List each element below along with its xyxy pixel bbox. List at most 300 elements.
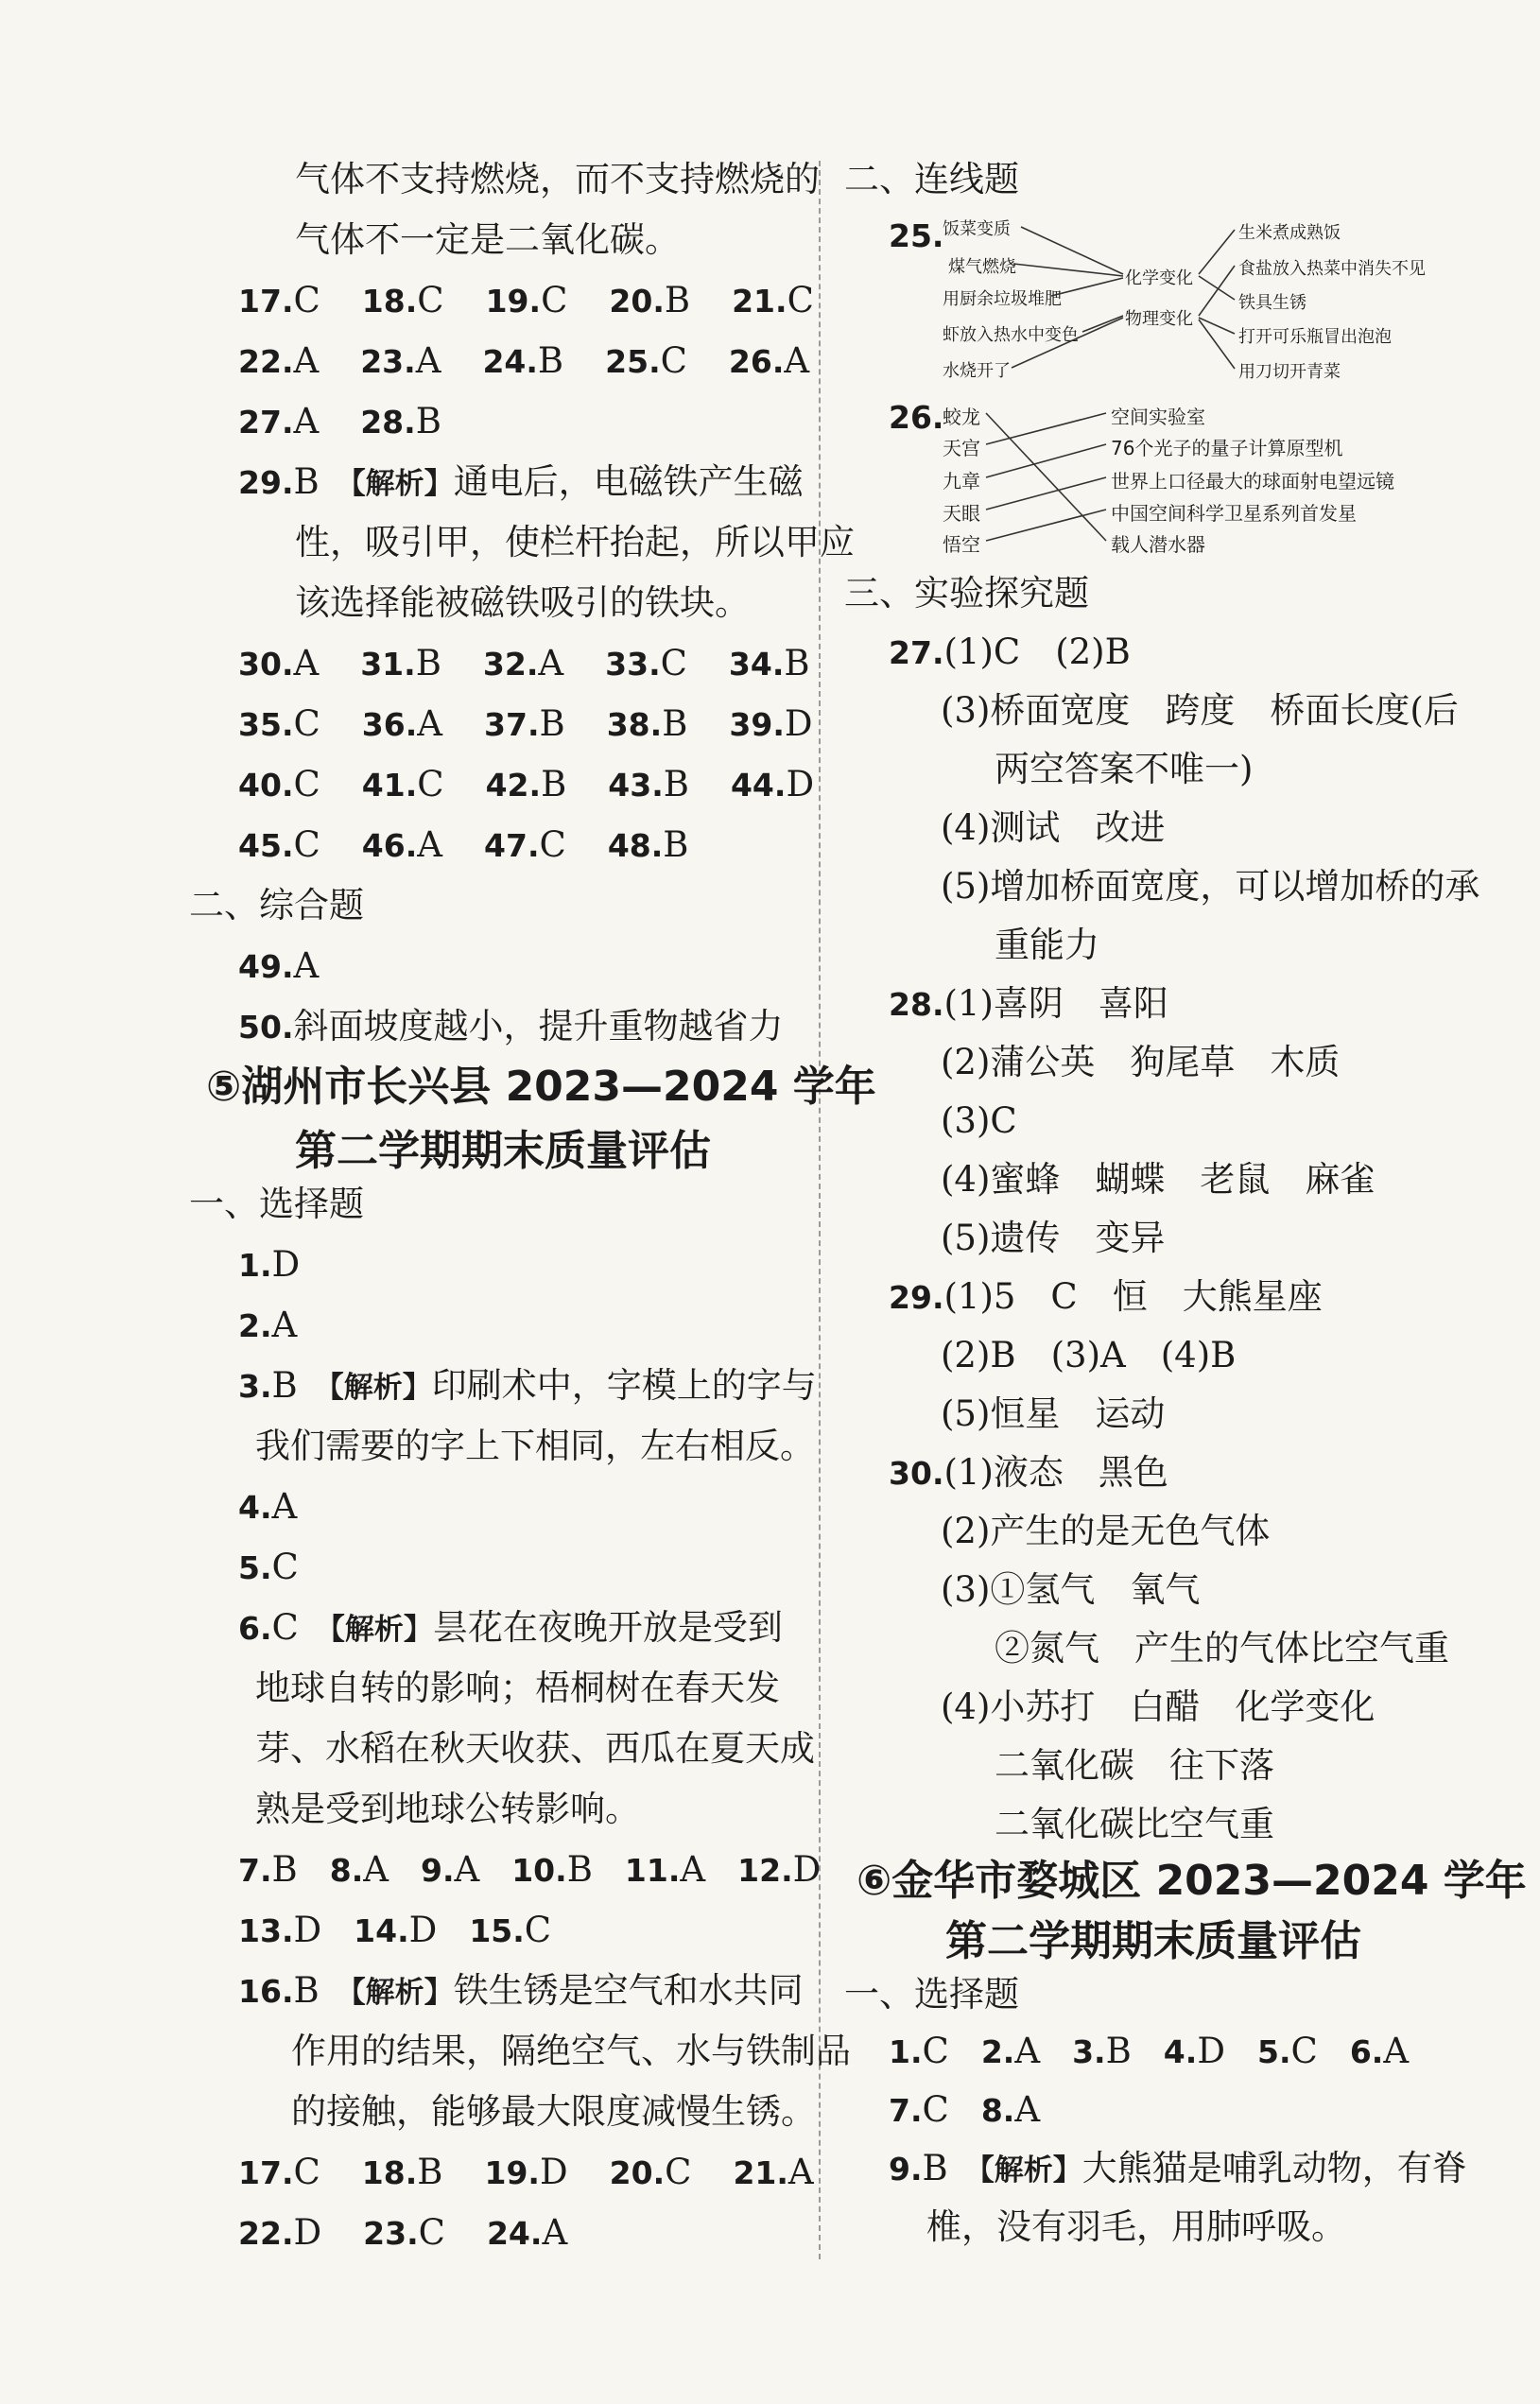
match-left-item: 天眼 [943, 502, 980, 525]
number-dot: . [259, 1247, 272, 1284]
question-number: 31 [360, 646, 405, 683]
section-title: ⑥金华市婺城区 2023—2024 学年 [857, 1857, 1527, 1905]
question-number: 37 [484, 706, 528, 743]
question-number: 25. [889, 217, 944, 254]
match-middle-item: 化学变化 [1125, 268, 1193, 288]
question-number: 33 [605, 646, 649, 683]
match-right-item: 世界上口径最大的球面射电望远镜 [1111, 470, 1394, 493]
number-dot: . [555, 1852, 567, 1889]
answer-item [511, 1849, 593, 1892]
number-dot: . [1278, 2033, 1291, 2070]
match-right-item: 铁具生锈 [1238, 293, 1306, 313]
answer-row [238, 1486, 297, 1529]
number-dot: . [281, 464, 294, 501]
answer-text: D [792, 1849, 822, 1890]
answer-item [238, 703, 320, 746]
answer-text: C [418, 2212, 445, 2253]
question-number: 17 [238, 283, 282, 320]
answer-text: (1)喜阴 喜阳 [943, 983, 1168, 1024]
number-dot: . [909, 2092, 923, 2129]
answer-subline: (5)遗传 变异 [941, 1218, 1166, 1258]
question-number: 23 [360, 343, 405, 380]
question-number: 9 [420, 1852, 442, 1889]
answer-row [238, 945, 319, 988]
question-number: 20 [609, 283, 653, 320]
answer-text: D [784, 703, 813, 744]
answer-text: A [1014, 2031, 1041, 2071]
number-dot: . [281, 706, 294, 743]
number-dot: . [649, 343, 661, 380]
question-number: 8 [329, 1852, 352, 1889]
number-dot: . [397, 1912, 409, 1949]
answer-text: A [417, 703, 443, 744]
answer-text: A [787, 2152, 814, 2192]
question-number: 46 [361, 827, 406, 864]
number-dot: . [527, 827, 540, 864]
match-right-item: 生米煮成熟饭 [1238, 223, 1341, 243]
question-number: 34 [728, 646, 772, 683]
answer-text: C [293, 824, 320, 865]
answer-text: C [660, 340, 687, 381]
answer-text: C [524, 1910, 552, 1950]
answer-text: C [539, 824, 566, 865]
section-title: ⑤湖州市长兴县 2023—2024 学年 [206, 1063, 876, 1111]
answer-text: B [271, 1365, 298, 1406]
answer-subline: 两空答案不唯一) [995, 749, 1254, 789]
question-number: 15 [469, 1912, 513, 1949]
number-dot: . [281, 1973, 294, 2010]
answer-item [1257, 2031, 1318, 2073]
match-right-item: 打开可乐瓶冒出泡泡 [1238, 327, 1392, 347]
explanation-text: 昙花在夜晚开放是受到 [432, 1607, 783, 1648]
question-number: 23 [363, 2215, 407, 2252]
number-dot: . [281, 1912, 294, 1949]
answer-text: C [922, 2031, 949, 2071]
question-number: 27 [238, 404, 282, 441]
number-dot: . [771, 646, 785, 683]
answer-text: C [541, 280, 568, 320]
answer-item [362, 703, 442, 746]
number-dot: . [281, 1009, 294, 1046]
answer-text: B [664, 280, 691, 320]
question-number: 25 [605, 343, 649, 380]
explanation-tag: 【解析】 [964, 2153, 1082, 2188]
answer-text: C [1290, 2031, 1318, 2071]
answer-item [625, 1849, 705, 1892]
question-number: 9 [889, 2151, 910, 2188]
question-number: 13 [238, 1912, 282, 1949]
answer-text: 斜面坡度越小，提升重物越省力 [293, 1006, 784, 1046]
number-dot: . [404, 646, 416, 683]
explanation-text: 性，吸引甲，使栏杆抬起，所以甲应 [295, 522, 855, 562]
answer-row [238, 643, 852, 685]
number-dot: . [781, 1852, 793, 1889]
answer-text: A [271, 1305, 298, 1345]
answer-item [362, 2152, 443, 2194]
question-number: 8 [980, 2092, 1003, 2129]
answer-item [483, 643, 563, 685]
answer-text: A [454, 1849, 480, 1890]
match-left-item: 饭菜变质 [943, 219, 1011, 239]
answer-text: C [417, 764, 444, 804]
answer-row [238, 764, 856, 806]
answer-text: B [541, 764, 567, 804]
question-number: 1 [238, 1247, 260, 1284]
answer-item [238, 1849, 298, 1892]
question-number: 16 [238, 1973, 282, 2010]
answer-text: C [417, 280, 444, 320]
answer-item [889, 2089, 949, 2132]
number-dot: . [526, 646, 539, 683]
answer-item [608, 824, 689, 867]
number-dot: . [281, 283, 294, 320]
answer-subline: 二氧化碳 往下落 [995, 1745, 1274, 1786]
explanation-text: 作用的结果，隔绝空气、水与铁制品 [291, 2031, 851, 2071]
answer-text: C [271, 1607, 299, 1648]
question-number: 10 [511, 1852, 556, 1889]
question-number: 21 [733, 2154, 777, 2191]
number-dot: . [405, 706, 418, 743]
question-number: 19 [484, 2154, 528, 2191]
answer-text: A [293, 643, 320, 683]
matching-lines-26 [0, 378, 1540, 567]
answer-text: C [665, 2152, 692, 2192]
question-number: 7 [238, 1852, 260, 1889]
explanation-text: 我们需要的字上下相同，左右相反。 [255, 1426, 815, 1466]
question-number: 22 [238, 343, 282, 380]
number-dot: . [772, 706, 785, 743]
answer-text: B [293, 1970, 320, 2011]
answer-item [362, 824, 442, 867]
question-number: 4 [238, 1489, 260, 1526]
question-number: 19 [485, 283, 529, 320]
question-number: 30 [889, 1455, 932, 1492]
number-dot: . [259, 1307, 272, 1344]
explanation-text: 铁生锈是空气和水共同 [453, 1970, 804, 2011]
answer-row [238, 1547, 299, 1589]
question-number: 45 [238, 827, 282, 864]
section-title: 第二学期期末质量评估 [295, 1127, 711, 1175]
question-number: 6 [238, 1610, 260, 1647]
question-number: 28 [889, 986, 932, 1023]
answer-item [363, 2212, 445, 2255]
question-number: 30 [238, 646, 282, 683]
question-number: 36 [361, 706, 406, 743]
answer-row [238, 2152, 856, 2194]
number-dot: . [931, 1455, 944, 1492]
answer-item [238, 643, 319, 685]
explanation-text: 的接触，能够最大限度减慢生锈。 [291, 2091, 816, 2132]
question-number: 35 [238, 706, 282, 743]
question-number: 7 [889, 2092, 910, 2129]
answer-subline: 重能力 [995, 925, 1099, 965]
question-number: 47 [484, 827, 528, 864]
answer-text: A [293, 945, 320, 986]
answer-item [729, 703, 812, 746]
matching-lines-25 [0, 0, 1540, 397]
number-dot: . [405, 2154, 418, 2191]
explanation-text: 通电后，电磁铁产生磁 [453, 461, 804, 502]
answer-text: C [660, 643, 687, 683]
question-number: 11 [624, 1852, 668, 1889]
number-dot: . [931, 1279, 944, 1316]
number-dot: . [259, 1368, 272, 1405]
match-right-item: 食盐放入热菜中消失不见 [1238, 259, 1426, 279]
continuation-line: 气体不支持燃烧，而不支持燃烧的 [295, 159, 820, 199]
question-number: 21 [732, 283, 776, 320]
answer-item [362, 764, 444, 806]
answer-text: B [1105, 2031, 1132, 2071]
answer-item [610, 2152, 692, 2194]
question-number: 44 [730, 767, 774, 804]
section-heading: 一、选择题 [844, 1974, 1019, 2015]
answer-item [1350, 2031, 1409, 2073]
explanation-text: 椎，没有羽毛，用肺呼吸。 [926, 2206, 1346, 2247]
number-dot: . [1002, 2033, 1015, 2070]
number-dot: . [281, 2215, 294, 2252]
answer-text: C [271, 1547, 299, 1587]
answer-subline: (4)小苏打 白醋 化学变化 [941, 1686, 1376, 1727]
answer-text: B [415, 643, 441, 683]
answer-text: B [566, 1849, 593, 1890]
question-number: 28 [360, 404, 405, 441]
match-right-item: 载人潜水器 [1111, 533, 1205, 556]
answer-text: C [293, 764, 320, 804]
answer-item [421, 1849, 479, 1892]
match-left-item: 九章 [943, 470, 980, 493]
answer-row [238, 1006, 783, 1048]
question-number: 3 [238, 1368, 260, 1405]
match-left-item: 水烧开了 [943, 361, 1011, 381]
explained-answer [238, 1365, 817, 1409]
number-dot: . [259, 1610, 272, 1647]
answer-subline: (2)蒲公英 狗尾草 木质 [941, 1042, 1341, 1082]
answer-text: D [1197, 2031, 1225, 2071]
answer-text: A [538, 643, 564, 683]
answer-text: (1)C (2)B [943, 631, 1131, 672]
number-dot: . [773, 767, 787, 804]
answer-row [238, 1910, 583, 1952]
number-dot: . [667, 1852, 681, 1889]
number-dot: . [527, 706, 540, 743]
answer-text: C [293, 280, 320, 320]
answer-text: B [417, 2152, 443, 2192]
question-number: 5 [1256, 2033, 1279, 2070]
match-left-item: 天宫 [943, 437, 980, 459]
answer-row [889, 983, 1168, 1026]
answer-text: C [293, 2152, 320, 2192]
number-dot: . [652, 283, 665, 320]
match-right-item: 76个光子的量子计算原型机 [1111, 437, 1343, 459]
answer-row [238, 703, 855, 746]
answer-subline: (2)B (3)A (4)B [941, 1335, 1237, 1375]
answer-text: B [537, 340, 564, 381]
match-left-item: 蛟龙 [943, 406, 980, 428]
answer-item [1164, 2031, 1225, 2073]
number-dot: . [1371, 2033, 1384, 2070]
answer-text: A [1014, 2089, 1041, 2130]
answer-row [238, 1305, 297, 1347]
answer-text: C [922, 2089, 949, 2130]
question-number: 5 [238, 1549, 260, 1586]
answer-row [889, 2089, 1072, 2132]
answer-text: A [293, 340, 320, 381]
question-number: 27 [889, 634, 932, 671]
number-dot: . [281, 2154, 294, 2191]
number-dot: . [259, 1489, 272, 1526]
answer-subline: (3)C [941, 1100, 1017, 1141]
question-number: 4 [1163, 2033, 1185, 2070]
explanation-tag: 【解析】 [336, 1976, 454, 2010]
question-number: 22 [238, 2215, 282, 2252]
answer-item [733, 2152, 813, 2194]
section-heading: 二、连线题 [844, 159, 1019, 199]
section-title: 第二学期期末质量评估 [945, 1917, 1361, 1965]
question-number: 49 [238, 948, 282, 985]
answer-item [238, 824, 320, 867]
answer-text: D [293, 2212, 322, 2253]
explanation-tag: 【解析】 [315, 1613, 433, 1647]
number-dot: . [649, 646, 661, 683]
question-number: 12 [737, 1852, 782, 1889]
number-dot: . [1002, 2092, 1015, 2129]
answer-item [238, 1910, 321, 1952]
answer-text: A [293, 401, 320, 441]
section-heading: 三、实验探究题 [844, 573, 1089, 614]
answer-text: A [680, 1849, 706, 1890]
answer-item [731, 764, 814, 806]
answer-item [1072, 2031, 1132, 2073]
answer-item [605, 643, 687, 685]
number-dot: . [931, 986, 944, 1023]
answer-text: D [539, 2152, 568, 2192]
number-dot: . [259, 1852, 272, 1889]
question-number: 2 [980, 2033, 1003, 2070]
answer-row [238, 1849, 853, 1892]
match-right-item: 用刀切开青菜 [1238, 362, 1341, 382]
answer-row [889, 631, 1131, 674]
answer-text: A [363, 1849, 389, 1890]
answer-text: D [408, 1910, 438, 1950]
number-dot: . [528, 2154, 540, 2191]
answer-item [330, 1849, 389, 1892]
answer-text: B [784, 643, 810, 683]
answer-text: B [293, 461, 320, 502]
answer-row [238, 1244, 300, 1287]
match-left-item: 悟空 [943, 533, 980, 556]
number-dot: . [404, 343, 416, 380]
number-dot: . [351, 1852, 364, 1889]
answer-item [484, 2152, 567, 2194]
number-dot: . [526, 343, 538, 380]
answer-text: A [784, 340, 810, 381]
number-dot: . [405, 283, 418, 320]
number-dot: . [1094, 2033, 1106, 2070]
answer-subline: 二氧化碳比空气重 [995, 1804, 1274, 1844]
number-dot: . [281, 948, 294, 985]
number-dot: . [512, 1912, 525, 1949]
answer-subline: (2)产生的是无色气体 [941, 1511, 1271, 1551]
question-number: 24 [482, 343, 527, 380]
explanation-text: 地球自转的影响；梧桐树在春天发 [255, 1668, 780, 1708]
answer-text: C [787, 280, 814, 320]
question-number: 1 [889, 2033, 910, 2070]
answer-text: B [415, 401, 441, 441]
explanation-tag: 【解析】 [314, 1371, 432, 1405]
answer-text: B [539, 703, 565, 744]
answer-item [607, 703, 688, 746]
number-dot: . [909, 2151, 923, 2188]
answer-subline: (3)①氢气 氧气 [941, 1569, 1201, 1610]
answer-item [238, 2152, 320, 2194]
question-number: 14 [354, 1912, 398, 1949]
question-number: 42 [485, 767, 529, 804]
number-dot: . [775, 283, 787, 320]
question-number: 18 [361, 2154, 406, 2191]
answer-item [238, 2212, 321, 2255]
number-dot: . [776, 2154, 788, 2191]
question-number: 18 [361, 283, 406, 320]
question-number: 32 [482, 646, 527, 683]
explained-answer [238, 1970, 804, 2014]
question-number: 29 [238, 464, 282, 501]
answer-text: A [271, 1486, 298, 1527]
question-number: 39 [729, 706, 773, 743]
explanation-tag: 【解析】 [336, 467, 454, 501]
answer-text: (1)液态 黑色 [943, 1452, 1168, 1493]
answer-row [238, 2212, 609, 2255]
answer-row [889, 1452, 1168, 1495]
explanation-text: 该选择能被磁铁吸引的铁块。 [295, 582, 750, 623]
number-dot: . [407, 2215, 419, 2252]
answer-text: B [663, 824, 689, 865]
answer-item [486, 764, 567, 806]
explanation-text: 熟是受到地球公转影响。 [255, 1789, 640, 1829]
continuation-line: 气体不一定是二氧化碳。 [295, 219, 680, 260]
answer-row [889, 2031, 1441, 2073]
answer-item [469, 1910, 551, 1952]
answer-text: D [271, 1244, 301, 1285]
question-number: 3 [1072, 2033, 1095, 2070]
answer-text: A [415, 340, 441, 381]
explanation-text: 印刷术中，字模上的字与 [431, 1365, 817, 1406]
match-left-item: 煤气燃烧 [948, 257, 1016, 277]
number-dot: . [259, 1549, 272, 1586]
question-number: 2 [238, 1307, 260, 1344]
number-dot: . [404, 404, 416, 441]
answer-text: (1)5 C 恒 大熊星座 [943, 1276, 1323, 1317]
number-dot: . [281, 404, 294, 441]
answer-text: A [417, 824, 443, 865]
number-dot: . [650, 827, 664, 864]
number-dot: . [651, 767, 664, 804]
answer-text: B [922, 2148, 948, 2188]
answer-subline: (4)测试 改进 [941, 807, 1166, 848]
answer-item [889, 2031, 949, 2073]
answer-text: B [662, 703, 688, 744]
question-number: 41 [361, 767, 406, 804]
question-number: 40 [238, 767, 282, 804]
question-number: 6 [1349, 2033, 1372, 2070]
number-dot: . [281, 767, 294, 804]
answer-item [487, 2212, 567, 2255]
number-dot: . [528, 767, 542, 804]
number-dot: . [405, 767, 418, 804]
answer-item [608, 764, 689, 806]
answer-subline: (3)桥面宽度 跨度 桥面长度(后 [941, 690, 1459, 731]
question-number: 43 [608, 767, 652, 804]
answer-subline: ②氮气 产生的气体比空气重 [995, 1628, 1449, 1669]
